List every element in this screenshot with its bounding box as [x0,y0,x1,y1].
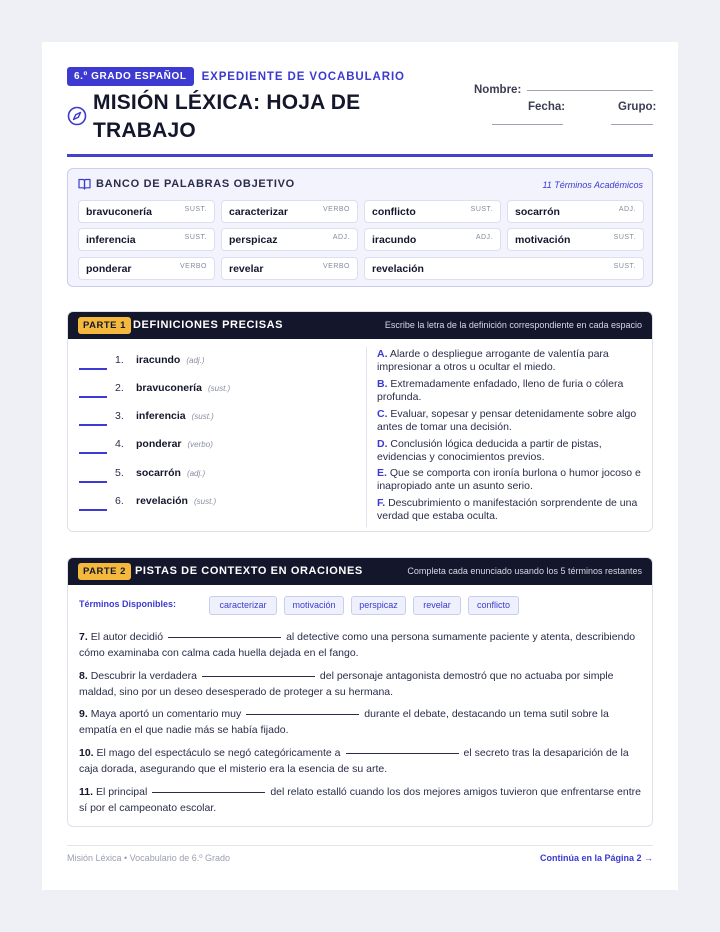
sentence-blank[interactable] [202,676,315,677]
sentence-after: el secreto tras la desaparición de la caja dorada, asegurando que el misterio era la esencia de su arte. [79,747,629,775]
term-word-wrap [136,354,205,366]
word-chip-word: perspicaz [229,234,278,246]
part1-title: DEFINICIONES PRECISAS [133,319,284,331]
part2-instructions: Completa cada enunciado usando los 5 términos restantes [407,566,642,576]
word-chip [364,228,501,251]
definition-item [377,408,641,433]
answer-blank[interactable] [79,481,107,483]
part1-header [68,312,652,339]
word-bank [67,168,653,287]
sentence-number: 7. [79,631,88,643]
answer-blank[interactable] [79,452,107,454]
word-chip-word: iracundo [372,234,417,246]
term-number: 2. [115,382,124,394]
sentence-before: El mago del espectáculo se negó categóricamente a [96,747,341,759]
word-chip-word: motivación [515,234,571,246]
sentence-before: Maya aportó un comentario muy [90,708,242,720]
term-word-wrap [136,495,216,507]
word-chip-word: socarrón [515,206,560,218]
definition-text: Alarde o despliegue arrogante de valentía para impresionar a otros u ocultar el miedo. [377,348,609,373]
definition-text: Que se comporta con ironía burlona o humor jocoso e inapropiado ante un asunto serio. [377,467,641,492]
definition-item [377,348,641,373]
term-number: 3. [115,410,124,422]
available-terms-label: Términos Disponibles: [79,599,177,609]
word-chip-word: caracterizar [229,206,288,218]
sentence-after: al detective como una persona sumamente paciente y atenta, describiendo cómo examinaba con calma cada huella dejada en el fango. [79,631,636,659]
word-chip-word: revelar [229,263,264,275]
term-pos: (sust.) [207,384,231,393]
footer-left: Misión Léxica • Vocabulario de 6.º Grado [67,853,231,863]
date-field[interactable] [492,124,563,125]
word-chip-type: VERBO [322,206,350,213]
definition-letter: E. [377,467,387,479]
word-chip-word: revelación [372,263,424,275]
word-chip [221,228,358,251]
word-chip-type: VERBO [179,263,207,270]
column-divider [366,347,367,527]
term-word: inferencia [136,410,186,422]
definition-item [377,378,641,403]
word-bank-count: 11 Términos Académicos [542,180,643,190]
term-word: bravuconería [136,382,202,394]
definition-letter: A. [377,348,388,360]
part1-instructions: Escribe la letra de la definición correspondiente en cada espacio [384,320,642,330]
definition-text: Descubrimiento o manifestación sorprendente de una verdad que estaba oculta. [377,497,638,522]
available-term-pill: caracterizar [209,596,277,615]
group-field[interactable] [611,124,653,125]
word-chip-word: ponderar [86,263,132,275]
word-chip-type: SUST. [184,234,207,241]
sentence-item [79,745,641,777]
term-word-wrap [136,438,213,450]
sentence-item [79,629,641,661]
name-label: Nombre: [474,84,522,96]
sentence-after: durante el debate, destacando un tema sutil sobre la empatía en el que nadie más se había fijado. [79,708,609,736]
word-chip-type: SUST. [470,206,493,213]
word-chip [507,200,644,223]
term-word-wrap [136,382,230,394]
name-field[interactable] [527,90,653,91]
word-chip [221,257,358,280]
term-word: revelación [136,495,188,507]
sentence-item [79,784,641,816]
definition-letter: C. [377,408,388,420]
term-word-wrap [136,467,205,479]
sentence-after: del personaje antagonista demostró que no actuaba por simple maldad, sino por un deseo desesperado de proteger a su hermana. [79,670,614,698]
part1-section [67,311,653,532]
sentence-before: Descubrir la verdadera [90,670,197,682]
definition-letter: D. [377,438,388,450]
page-title: MISIÓN LÉXICA: HOJA DE TRABAJO [93,91,361,142]
sentence-number: 11. [79,786,94,798]
definition-letter: B. [377,378,388,390]
next-page-link[interactable]: Continúa en la Página 2 → [539,853,653,863]
term-number: 5. [115,467,124,479]
sentence-after: del relato estalló cuando los dos mejores amigos tuvieron que enfrentarse entre sí por el campeonato escolar. [79,786,641,814]
available-term-pill: revelar [413,596,461,615]
word-bank-title: BANCO DE PALABRAS OBJETIVO [96,178,295,190]
part2-section [67,557,653,827]
grade-badge: 6.º GRADO ESPAÑOL [67,67,194,86]
definition-text: Extremadamente enfadado, lleno de furia o cólera profunda. [377,378,624,403]
sentence-blank[interactable] [152,792,265,793]
group-label: Grupo: [618,101,657,113]
term-pos: (adj.) [186,356,205,365]
answer-blank[interactable] [79,424,107,426]
sentence-item [79,706,641,738]
definition-letter: F. [377,497,386,509]
part2-header [68,558,652,585]
word-chip [78,257,215,280]
sentence-before: El autor decidió [90,631,164,643]
compass-icon [67,106,87,126]
sentence-blank[interactable] [246,714,359,715]
term-word: iracundo [136,354,181,366]
word-chip-word: conflicto [372,206,416,218]
available-term-pill: conflicto [468,596,519,615]
sentence-before: El principal [95,786,148,798]
definition-text: Conclusión lógica deducida a partir de pistas, evidencias y conocimientos previos. [377,438,602,463]
word-chip [507,228,644,251]
available-term-pill: motivación [284,596,344,615]
subtitle: EXPEDIENTE DE VOCABULARIO [201,70,405,83]
definition-item [377,497,641,522]
sentence-blank[interactable] [346,753,459,754]
definition-text: Evaluar, sopesar y pensar detenidamente sobre algo antes de tomar una decisión. [377,408,637,433]
sentence-item [79,668,641,700]
word-chip-word: inferencia [86,234,136,246]
term-word: socarrón [136,467,181,479]
sentence-number: 10. [79,747,94,759]
word-chip [364,200,501,223]
term-word: ponderar [136,438,182,450]
answer-blank[interactable] [79,368,107,370]
word-chip-type: SUST. [613,234,636,241]
word-chip-type: ADJ. [618,206,636,213]
part1-badge: PARTE 1 [78,317,131,334]
term-number: 6. [115,495,124,507]
part2-badge: PARTE 2 [78,563,131,580]
answer-blank[interactable] [79,396,107,398]
word-bank-header [78,178,295,190]
worksheet-page [42,42,678,890]
term-number: 4. [115,438,124,450]
word-chip-type: SUST. [613,263,636,270]
word-chip-word: bravuconería [86,206,152,218]
term-pos: (verbo) [187,440,213,449]
term-word-wrap [136,410,214,422]
answer-blank[interactable] [79,509,107,511]
word-chip-type: SUST. [184,206,207,213]
sentence-blank[interactable] [168,637,281,638]
word-chip-type: VERBO [322,263,350,270]
term-number: 1. [115,354,124,366]
word-chip [364,257,644,280]
available-term-pill: perspicaz [351,596,406,615]
book-icon [78,178,91,190]
date-label: Fecha: [528,101,566,113]
definition-item [377,438,641,463]
part2-title: PISTAS DE CONTEXTO EN ORACIONES [135,565,363,577]
footer-divider [67,845,653,846]
term-pos: (adj.) [186,469,206,478]
header-divider [67,154,653,157]
term-pos: (sust.) [191,412,214,421]
sentence-number: 8. [79,670,88,682]
word-chip [78,228,215,251]
definition-item [377,467,641,492]
sentence-number: 9. [79,708,88,720]
word-chip [221,200,358,223]
header-top [67,67,405,86]
term-pos: (sust.) [193,497,217,506]
word-chip [78,200,215,223]
word-chip-type: ADJ. [475,234,493,241]
word-chip-type: ADJ. [332,234,350,241]
